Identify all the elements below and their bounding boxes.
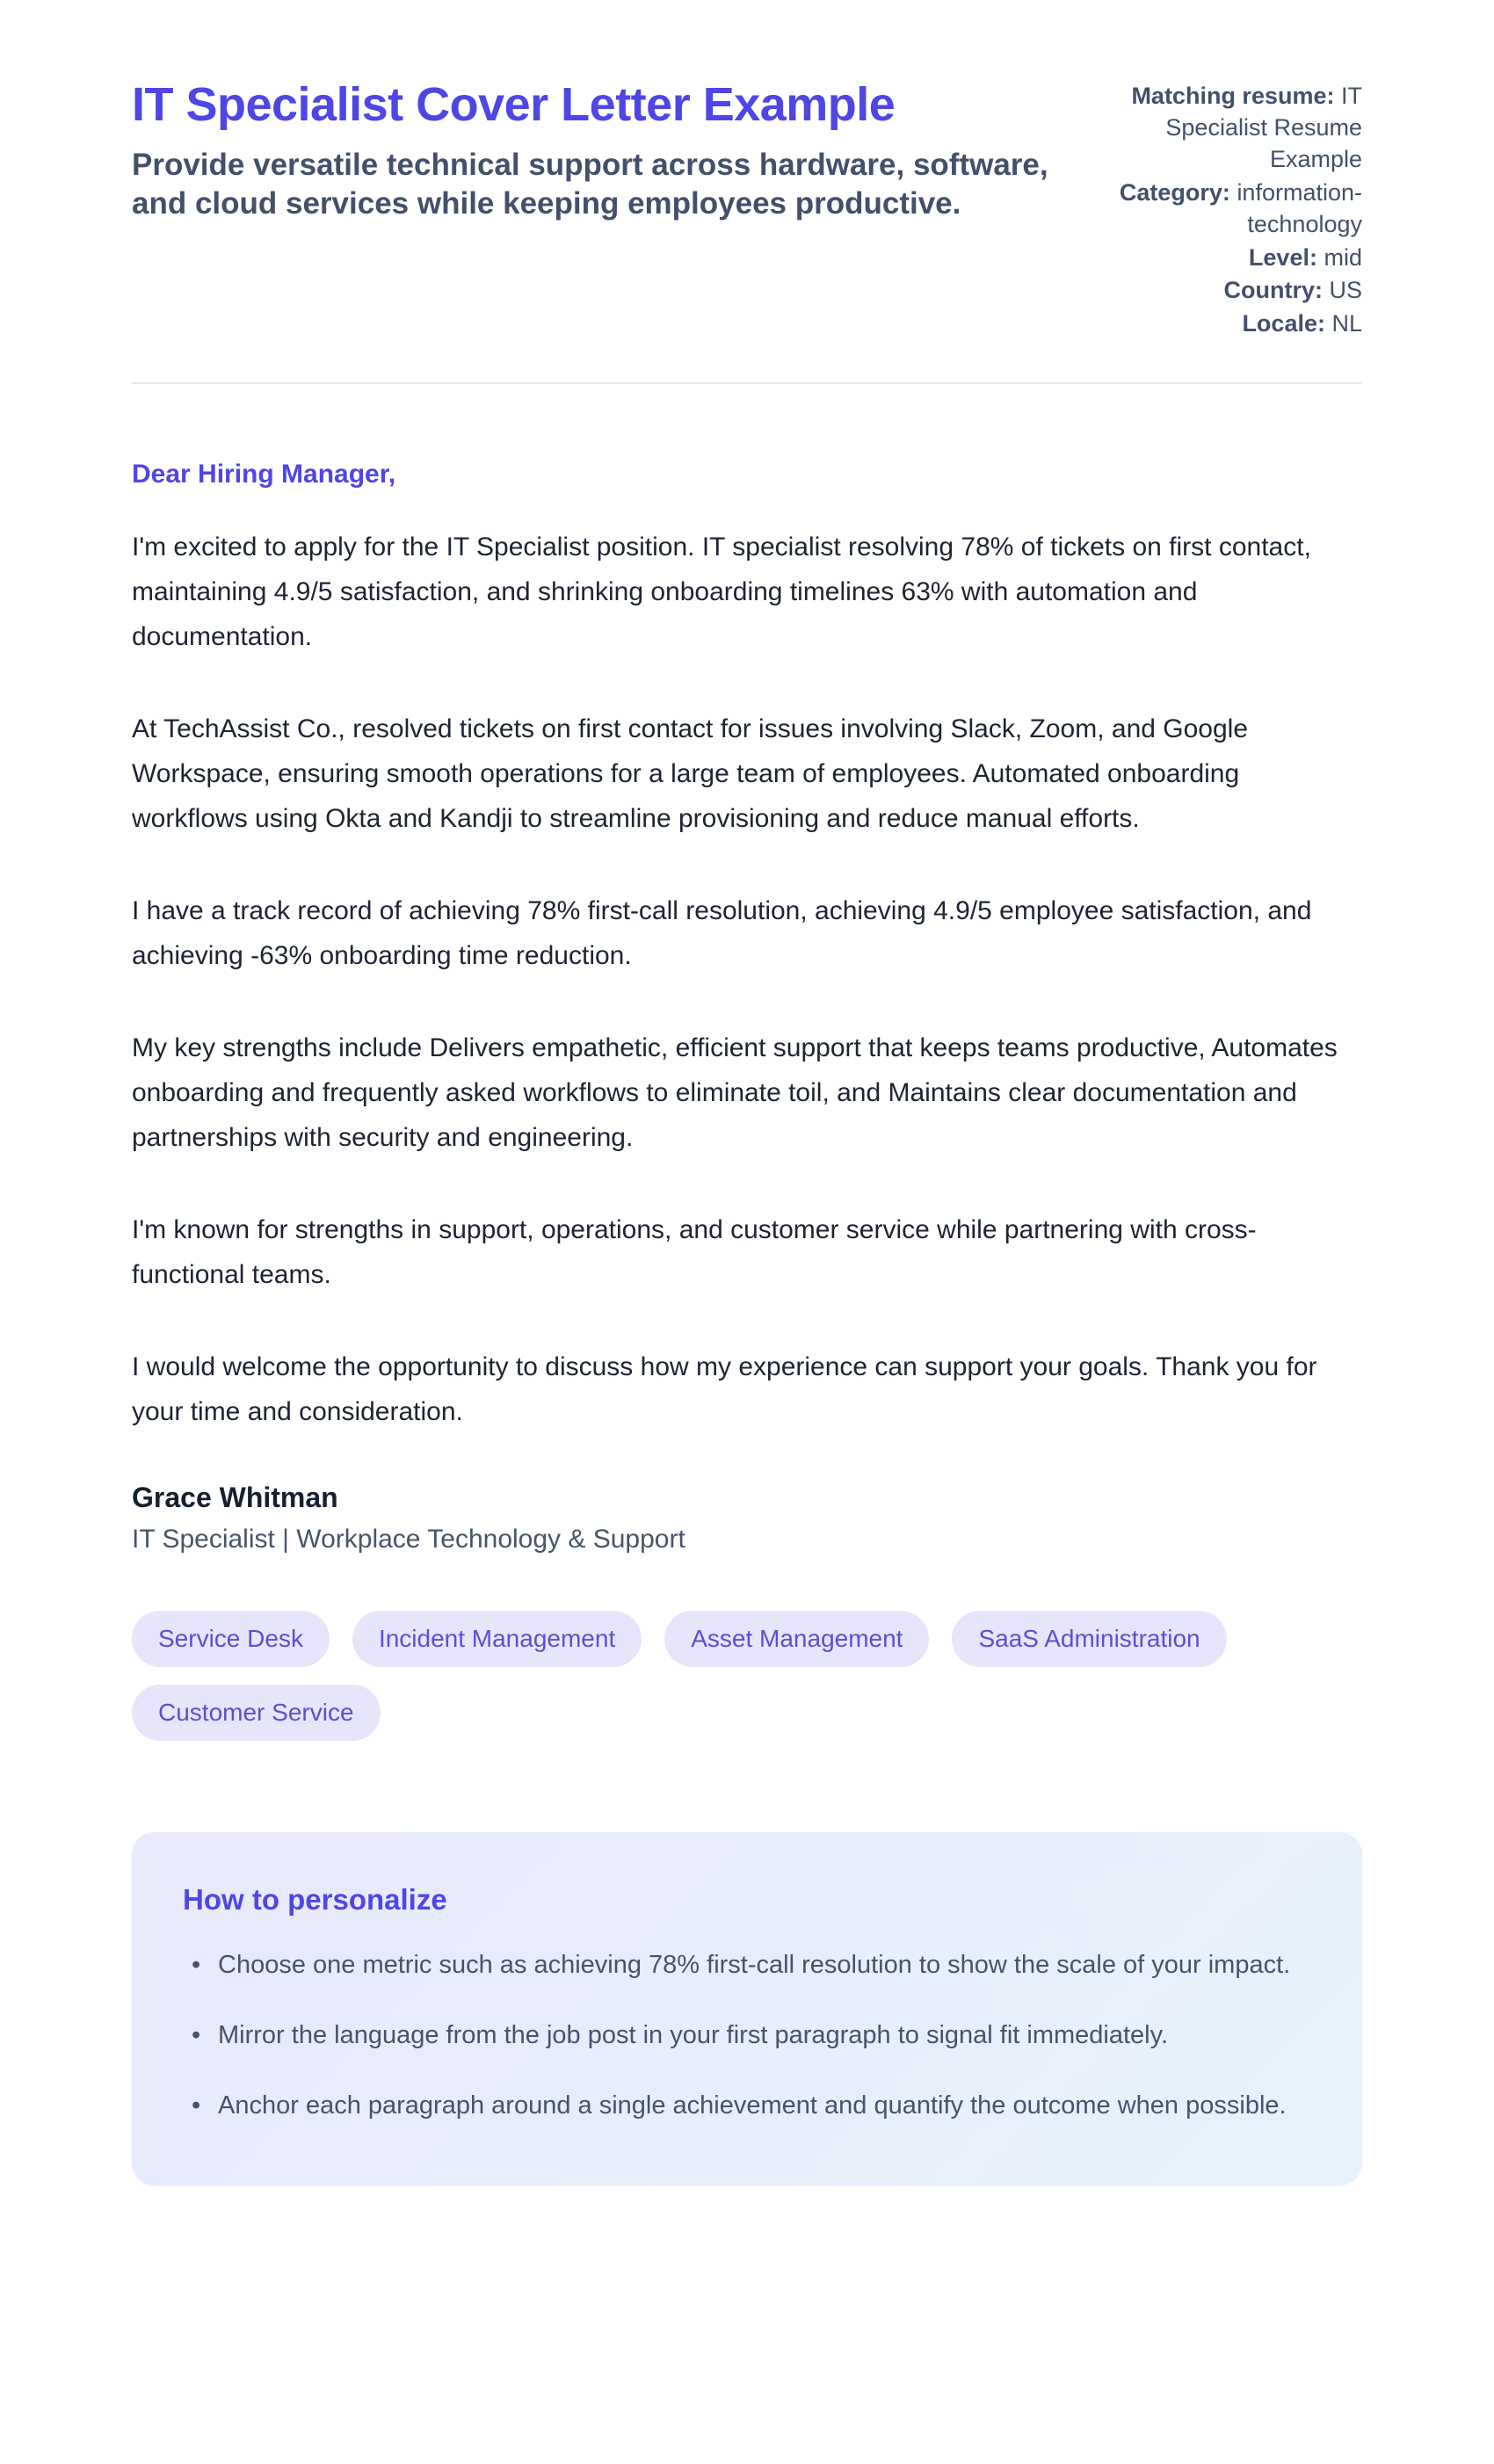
skill-tag[interactable]: Service Desk — [132, 1611, 330, 1667]
personalize-tip: • Mirror the language from the job post in your first paragraph to signal fit immediately. — [183, 2015, 1306, 2057]
letter-paragraph: My key strengths include Delivers empathetic, efficient support that keeps teams productive, Automates onboarding and frequently asked workflows to eliminate toil, and Maintains clear documentation and partnerships with security and engineering. — [132, 1033, 1338, 1153]
personalize-box — [132, 1832, 1362, 2185]
skill-tag[interactable]: Asset Management — [664, 1611, 929, 1667]
personalize-tip: • Choose one metric such as achieving 78% first-call resolution to show the scale of your impact. — [183, 1945, 1306, 1987]
meta-value: US — [1329, 277, 1362, 304]
meta-value: NL — [1331, 310, 1362, 337]
meta-label: Level: — [1248, 243, 1317, 271]
meta-label: Category: — [1119, 178, 1230, 206]
letter-paragraph: I'm excited to apply for the IT Specialist position. IT specialist resolving 78% of tickets on first contact, maintaining 4.9/5 satisfaction, and shrinking onboarding timelines 63% with automation and documentation. — [132, 533, 1311, 652]
header — [132, 77, 1362, 384]
personalize-title: How to personalize — [183, 1883, 447, 1917]
skill-tag[interactable]: Incident Management — [352, 1611, 642, 1667]
page-subtitle: Provide versatile technical support across hardware, software, and cloud services while keeping employees productive. — [132, 148, 1048, 221]
personalize-tips — [183, 1945, 1306, 2127]
letter-paragraph: I would welcome the opportunity to discuss how my experience can support your goals. Thank you for your time and consideration. — [132, 1352, 1317, 1427]
meta-label: Country: — [1223, 277, 1323, 304]
meta-row — [1116, 308, 1362, 340]
letter-paragraph: At TechAssist Co., resolved tickets on first contact for issues involving Slack, Zoom, and Google Workspace, ensuring smooth operations for a large team of employees. Automated onboarding workflows using Okta and Kandji to streamline provisioning and reduce manual efforts. — [132, 714, 1249, 834]
meta-row — [1116, 81, 1362, 176]
signature-name: Grace Whitman — [132, 1482, 338, 1514]
meta-value: IT Specialist Resume Example — [1165, 83, 1362, 172]
skill-tag[interactable]: SaaS Administration — [952, 1611, 1226, 1667]
letter-body — [132, 460, 1362, 1741]
meta-value: information-technology — [1237, 178, 1362, 237]
meta-row — [1116, 275, 1362, 307]
meta-row — [1116, 243, 1362, 274]
skill-tag[interactable]: Customer Service — [132, 1685, 381, 1741]
salutation: Dear Hiring Manager, — [132, 460, 396, 489]
letter-paragraph: I have a track record of achieving 78% first-call resolution, achieving 4.9/5 employee satisfaction, and achieving -63% onboarding time reduction. — [132, 896, 1312, 971]
signature-role: IT Specialist | Workplace Technology & Support — [132, 1525, 685, 1554]
meta-label: Matching resume: — [1131, 83, 1335, 109]
personalize-tip: • Anchor each paragraph around a single achievement and quantify the outcome when possible. — [183, 2085, 1306, 2127]
letter-paragraph: I'm known for strengths in support, operations, and customer service while partnering with cross-functional teams. — [132, 1215, 1257, 1290]
header-title-block — [132, 77, 1063, 223]
resume-meta — [1116, 77, 1362, 342]
meta-row — [1116, 178, 1362, 241]
letter-paragraphs — [132, 525, 1362, 1434]
skill-tags — [132, 1611, 1309, 1741]
page-title: IT Specialist Cover Letter Example — [132, 78, 896, 131]
meta-value: mid — [1324, 243, 1362, 271]
meta-label: Locale: — [1242, 310, 1325, 337]
